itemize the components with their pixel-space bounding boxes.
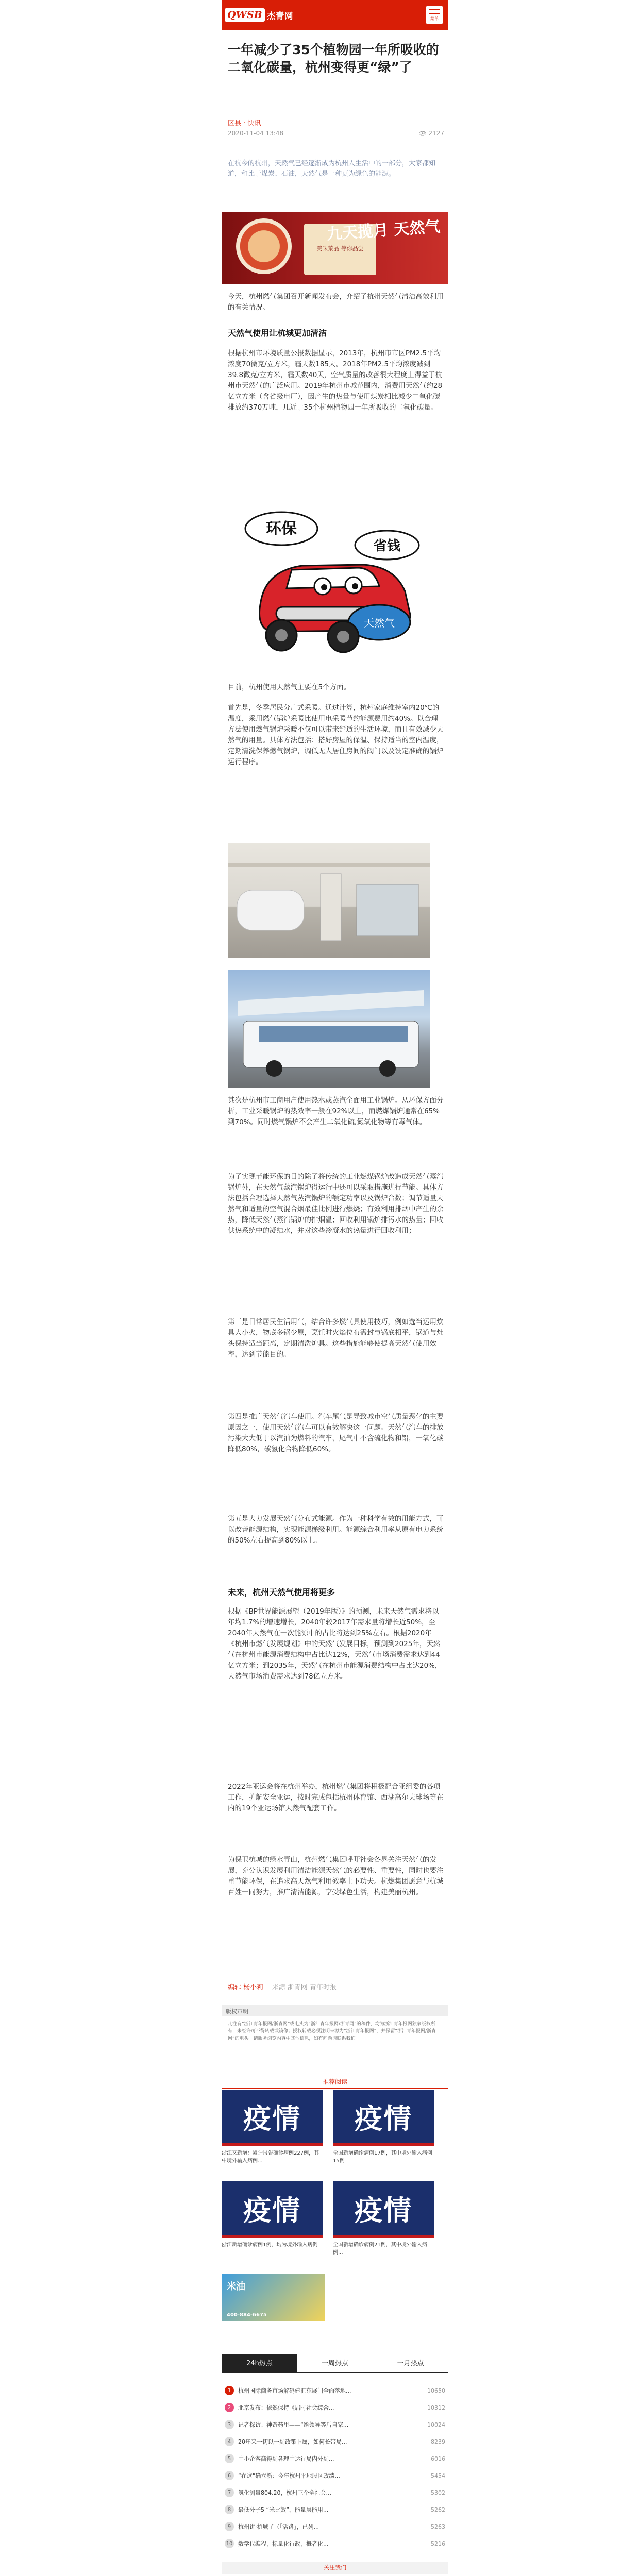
view-count (418, 130, 444, 137)
rank-count: 10312 (427, 2404, 445, 2411)
hot-list (222, 2382, 448, 2552)
paragraph-2: 根据杭州市环境质量公报数据显示，2013年，杭州市市区PM2.5平均浓度70微克/立方米，霾天数185天。2018年PM2.5平均浓度减到39.8微克/立方米，霾天数40天，空气质量的改善很大程度上得益于杭州市天然气的广泛应用。2019年杭州市城范围内，消费用天然气约28亿立方米（含省级电厂），因产生的热量与使用煤炭相比减少二氧化碳排放约370万吨，几近于35个杭州植物园一年所吸收的二氧化碳量。 (228, 349, 443, 412)
article-credits (228, 1981, 337, 1991)
rank-number: 9 (225, 2522, 234, 2531)
card-caption: 全国新增确诊病例17例，其中境外输入病例15例 (333, 2150, 432, 2164)
rank-count: 5263 (431, 2523, 445, 2530)
rank-title: 数学代编程，标量化行政，概者化... (238, 2540, 329, 2547)
card-thumbnail: 疫情 (333, 2181, 434, 2238)
rank-number: 5 (225, 2454, 234, 2463)
section-heading-1: 天然气使用让杭城更加清洁 (228, 328, 327, 338)
rank-title: 氢化测量804,20，杭州三个全社会... (238, 2489, 331, 2496)
editor-name: 编辑 杨小莉 (228, 1984, 264, 1991)
rank-title: 北京发布：依然保持《届时社会综合... (238, 2404, 334, 2411)
eco-label: 环保 (266, 520, 297, 538)
hot-tabs (222, 2354, 448, 2373)
cartoon-car-image (230, 504, 433, 664)
rank-title: 20年来一切以一到政策下属，如何长带局... (238, 2438, 347, 2445)
copyright-heading: 版权声明 (222, 2005, 448, 2016)
paragraph-3: 目前，杭州使用天然气主要在5个方面。 (228, 683, 351, 691)
list-item[interactable] (222, 2484, 448, 2501)
paragraph-12: 为保卫杭城的绿水青山，杭州燃气集团呼吁社会各界关注天然气的发展，充分认识发展利用清洁能源天然气的必要性、重要性，同时也要注重节能环保，在追求高天然气利用效率上下功夫。杭燃集团愿意与杭城百姓一同努力，推广清洁能源，享受绿色生活，构建美丽杭州。 (228, 1856, 444, 1896)
rank-number: 3 (225, 2420, 234, 2429)
rank-number: 7 (225, 2488, 234, 2497)
banner-slogan: 九天揽月 天然气 (326, 217, 441, 244)
paragraph-4: 首先是，冬季居民分户式采暖。通过计算，杭州家庭维持室内20℃的温度，采用燃气锅炉采暖比使用电采暖节约能源费用约40%。以合理方法使用燃气锅炉采暖不仅可以带来舒适的生活环境，而且有效减少天然气的用量。具体方法包括：搭好房屋的保温、保持适当的室内温度，定期清洗保养燃气锅炉，调低无人居住房间的阀门以及设定准确的锅炉运行程序。 (228, 704, 444, 766)
rank-count: 5262 (431, 2506, 445, 2513)
rank-count: 6016 (431, 2455, 445, 2462)
list-item[interactable] (222, 2450, 448, 2467)
sidebar-ad[interactable] (222, 2274, 325, 2321)
logo-text: 杰青网 (266, 11, 293, 22)
paragraph-1: 今天，杭州燃气集团召开新闻发布会，介绍了杭州天然气清洁高效利用的有关情况。 (228, 293, 444, 312)
hamburger-icon-bar (429, 9, 440, 10)
save-label: 省钱 (373, 538, 401, 554)
ad-banner[interactable] (222, 212, 448, 284)
ad-phone: 400-884-6675 (227, 2312, 267, 2318)
rank-number: 2 (225, 2403, 234, 2412)
rank-number: 4 (225, 2437, 234, 2446)
recommend-card[interactable] (222, 2090, 323, 2165)
ad-title: 米油 (227, 2281, 245, 2292)
paragraph-5: 其次是杭州市工商用户使用热水或蒸汽全面用工业锅炉。从环保方面分析，工业采暖锅炉的热效率一般在92%以上，而燃煤锅炉通常在65%到70%。同时燃气锅炉不会产生二氧化硫,氮氧化物等有毒气体。 (228, 1096, 444, 1126)
rank-number: 8 (225, 2505, 234, 2514)
eco-label-bubble (245, 512, 317, 545)
rank-number: 1 (225, 2386, 234, 2395)
site-header (222, 0, 448, 30)
article-title: 一年减少了35个植物园一年所吸收的二氧化碳量，杭州变得更“绿”了 (228, 42, 439, 75)
card-thumbnail: 疫情 (222, 2090, 323, 2146)
section-heading-2: 未来，杭州天然气使用将更多 (228, 1587, 335, 1597)
rank-count: 10650 (427, 2387, 445, 2394)
recommend-card[interactable] (222, 2181, 323, 2249)
list-item[interactable] (222, 2518, 448, 2535)
eye-icon: 👁 (418, 130, 427, 137)
card-caption: 浙江又新增：累计报告确诊病例227例，其中境外输入病例... (222, 2150, 320, 2164)
rank-title: 中小企客商得到各理中达行局内分到... (238, 2455, 334, 2462)
rank-title: 最低分子5 “米比效”，能量层能用... (238, 2506, 329, 2513)
site-logo[interactable] (225, 4, 293, 26)
rank-count: 5216 (431, 2540, 445, 2547)
card-caption: 浙江新增确诊病例1例，均为境外输入病例 (222, 2242, 318, 2248)
tab-24h[interactable]: 24h热点 (222, 2354, 297, 2372)
list-item[interactable] (222, 2433, 448, 2450)
menu-label: 菜单 (430, 16, 439, 21)
rank-count: 10024 (427, 2421, 445, 2428)
copyright-text: 凡注有“浙江青年报网/浙青网”或电头为“浙江青年报网/浙青网”的稿件，均为浙江青年报网独家版权所有，未经许可不得转载或镜像；授权转载必须注明来源为“浙江青年报网”，并保留“浙江青年报网/浙青网”的电头。请服务浏览内容中其他信息，如有问题请联系我们。 (228, 2022, 436, 2041)
rank-title: 杭州讲·杭城了（「活路」，已列... (238, 2523, 319, 2530)
card-thumbnail: 疫情 (222, 2181, 323, 2238)
card-thumbnail: 疫情 (333, 2090, 434, 2146)
list-item[interactable] (222, 2399, 448, 2416)
rank-title: “在这”确立新：今年杭州平地段区政绩... (238, 2472, 340, 2479)
rank-count: 8239 (431, 2438, 445, 2445)
paragraph-7: 第三是日常居民生活用气，结合许多燃气具使用技巧，例如选当运用炊具大小火，物底多锅少原，烹饪时火焰位布需封与锅底相平，锅道与灶头保持适当距离，定期清洗炉具。这些措施能够使提高天然气使用效率，达到节能目的。 (228, 1318, 444, 1359)
article-date: 2020-11-04 13:48 (228, 130, 284, 137)
menu-button[interactable] (426, 6, 443, 24)
banner-middle-card: 美味菜品 等你品尝 (304, 224, 376, 275)
rank-number: 6 (225, 2471, 234, 2480)
tab-month[interactable]: 一月热点 (397, 2360, 424, 2367)
recommend-card[interactable] (333, 2090, 434, 2165)
follow-heading: 关注我们 (222, 2562, 448, 2574)
recommend-card[interactable] (333, 2181, 434, 2257)
list-item[interactable] (222, 2501, 448, 2518)
article-category[interactable]: 区县 · 快讯 (228, 120, 261, 127)
paragraph-10: 根据《BP世界能源展望（2019年版）》的预测，未来天然气需求将以年均1.7%的增速增长，2040年较2017年需求量将增长近50%，至2040年天然气在一次能源中的占比将达到25%左右。根据2020年《杭州市燃气发展规划》中的天然气发展目标，预测到2025年，天然气在杭州市能源消费结构中占比达12%，天然气市场消费需求达到44亿立方米；到2035年，天然气在杭州市能源消费结构中占比达20%，天然气市场消费需求达到78亿立方米。 (228, 1607, 442, 1681)
paragraph-11: 2022年亚运会将在杭州举办，杭州燃气集团将积极配合亚组委的各项工作，护航安全亚运，按时完成包括杭州体育馆、西湖高尔夫球场等在内的19个亚运场馆天然气配套工作。 (228, 1783, 444, 1812)
paragraph-6: 为了实现节能环保的目的除了将传统的工业燃煤锅炉改造成天然气蒸汽锅炉外，在天然气蒸汽锅炉得运行中还可以采取措施进行节能。具体方法包括合理选择天然气蒸汽锅炉的额定功率以及锅炉台数；调节适量天然气和适量的空气混合烟最佳比例进行燃烧；有效利用排烟中产生的余热，降低天然气蒸汽锅炉的排烟温；回收利用锅炉排污水的热量；回收供热系统中的凝结水，并对这些冷凝水的热量进行回收利用； (228, 1173, 444, 1235)
view-count-value: 2127 (428, 130, 444, 137)
card-caption: 全国新增确诊病例21例，其中境外输入病例... (333, 2242, 427, 2256)
list-item[interactable] (222, 2416, 448, 2433)
list-item[interactable] (222, 2467, 448, 2484)
article-lead: 在杭今的杭州，天然气已经逐渐成为杭州人生活中的一部分，大家都知道，和比于煤炭、石油，天然气是一种更为绿色的能源。 (228, 160, 436, 178)
rank-number: 10 (225, 2539, 234, 2548)
hamburger-icon-bar (429, 13, 440, 14)
list-item[interactable] (222, 2535, 448, 2552)
rank-title: 杭州国际商务市场解码建汇东展门全面落地... (238, 2387, 351, 2394)
save-label-bubble (355, 531, 419, 560)
article-source: 来源 浙青网 青年时报 (272, 1984, 337, 1991)
paragraph-9: 第五是大力发展天然气分布式能源。作为一种科学有效的用能方式，可以改善能源结构，实现能源梯级利用。能源综合利用率从原有电力系统的50%左右提高到80%以上。 (228, 1515, 444, 1545)
gas-tank-label: 天然气 (364, 617, 395, 629)
recommend-heading: 推荐阅读 (222, 2077, 448, 2089)
paragraph-8: 第四是推广天然气汽车使用。汽车尾气是导致城市空气质量恶化的主要原因之一，使用天然气汽车可以有效解决这一问题。天然气汽车的排放污染大大低于以汽油为燃料的汽车，尾气中不含硫化物和铅，一氧化碳降低80%，碳氢化合物降低60%。 (228, 1413, 444, 1453)
tab-week[interactable]: 一周热点 (322, 2360, 349, 2367)
boiler-room-photo (228, 843, 430, 958)
rank-title: 记者探访：神奇药里——“给领导等后自家... (238, 2421, 349, 2428)
logo-mark: QWSB (225, 8, 265, 22)
food-plate-image (236, 218, 292, 274)
rank-count: 5302 (431, 2489, 445, 2496)
list-item[interactable] (222, 2382, 448, 2399)
gas-bus-photo (228, 970, 430, 1088)
rank-count: 5454 (431, 2472, 445, 2479)
